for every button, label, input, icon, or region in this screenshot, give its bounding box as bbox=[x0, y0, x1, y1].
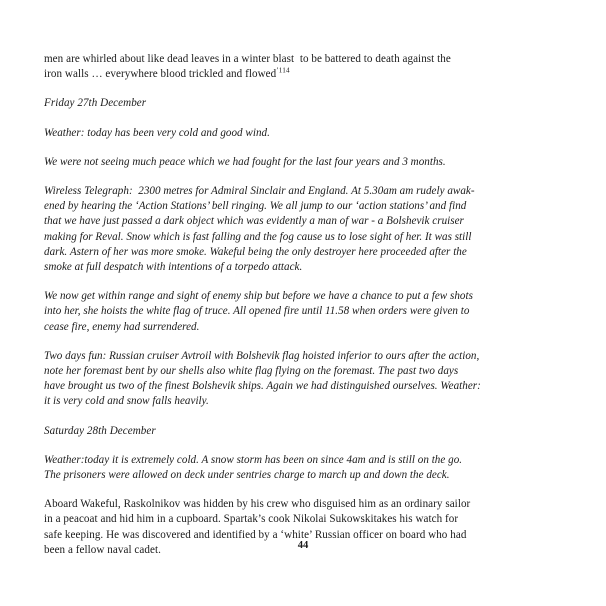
text-line: Two days fun: Russian cruiser Avtroil with Bolshevik flag hoisted inferior to ours after the action, bbox=[44, 349, 480, 362]
text-line: Wireless Telegraph: 2300 metres for Admiral Sinclair and England. At 5.30am am rudely awak- bbox=[44, 185, 475, 198]
text-block-two-days-fun bbox=[44, 349, 568, 410]
text-line: it is very cold and snow falls heavily. bbox=[44, 395, 209, 408]
text-line: We were not seeing much peace which we had fought for the last four years and 3 months. bbox=[44, 155, 446, 168]
text-line: Weather:today it is extremely cold. A snow storm has been on since 4am and is still on the go. bbox=[44, 453, 463, 466]
text-block-weather-friday bbox=[44, 126, 568, 141]
text-line: Friday 27th December bbox=[44, 97, 147, 110]
text-line: into her, she hoists the white flag of truce. All opened fire until 11.58 when orders were given to bbox=[44, 305, 470, 318]
text-block-heading-friday bbox=[44, 96, 568, 111]
text-line: dark. Astern of her was more smoke. Wakeful being the only destroyer here proceeded after the bbox=[44, 245, 467, 258]
text-line: safe keeping. He was discovered and identified by a ‘white’ Russian officer on board who had bbox=[44, 528, 467, 541]
text-line: The prisoners were allowed on deck under sentries charge to march up and down the deck. bbox=[44, 469, 450, 482]
text-line: Weather: today has been very cold and good wind. bbox=[44, 126, 270, 139]
text-line: We now get within range and sight of enemy ship but before we have a chance to put a few shots bbox=[44, 290, 473, 303]
text-line: iron walls … everywhere blood trickled and flowed$^{’114}$ bbox=[44, 66, 290, 81]
text-block-quote-continuation bbox=[44, 52, 568, 82]
text-line: in a peacoat and hid him in a cupboard. Spartak’s cook Nikolai Sukowskitakes his watch for bbox=[44, 513, 459, 526]
text-line: smoke at full despatch with intentions of a torpedo attack. bbox=[44, 261, 303, 274]
text-line: men are whirled about like dead leaves in a winter blast to be battered to death against the bbox=[44, 53, 451, 65]
text-block-engagement bbox=[44, 289, 568, 335]
footnote-reference: ’114 bbox=[276, 66, 290, 75]
text-block-peace-note bbox=[44, 155, 568, 170]
text-line: ened by hearing the ‘Action Stations’ bell ringing. We all jump to our ‘action stations’ and find bbox=[44, 200, 467, 213]
text-line: been a fellow naval cadet. bbox=[44, 543, 161, 556]
text-line: that we have just passed a dark object which was evidently a man of war - a Bolshevik cruiser bbox=[44, 215, 464, 228]
text-line: Saturday 28th December bbox=[44, 424, 156, 437]
page-body-text bbox=[44, 52, 568, 558]
text-block-wireless-telegraph bbox=[44, 184, 568, 275]
text-line: cease fire, enemy had surrendered. bbox=[44, 320, 200, 333]
text-line: note her foremast bent by our shells also white flag flying on the foremast. The past two days bbox=[44, 365, 459, 378]
text-line: making for Reval. Snow which is fast falling and the fog cause us to lose sight of her. It was still bbox=[44, 230, 472, 243]
page-number: 44 bbox=[297, 540, 309, 551]
text-line: Aboard Wakeful, Raskolnikov was hidden by his crew who disguised him as an ordinary sailor bbox=[44, 498, 471, 511]
text-line: have brought us two of the finest Bolshevik ships. Again we had distinguished ourselves. Weather: bbox=[44, 380, 481, 393]
text-block-weather-saturday bbox=[44, 453, 568, 483]
text-block-heading-saturday bbox=[44, 424, 568, 439]
